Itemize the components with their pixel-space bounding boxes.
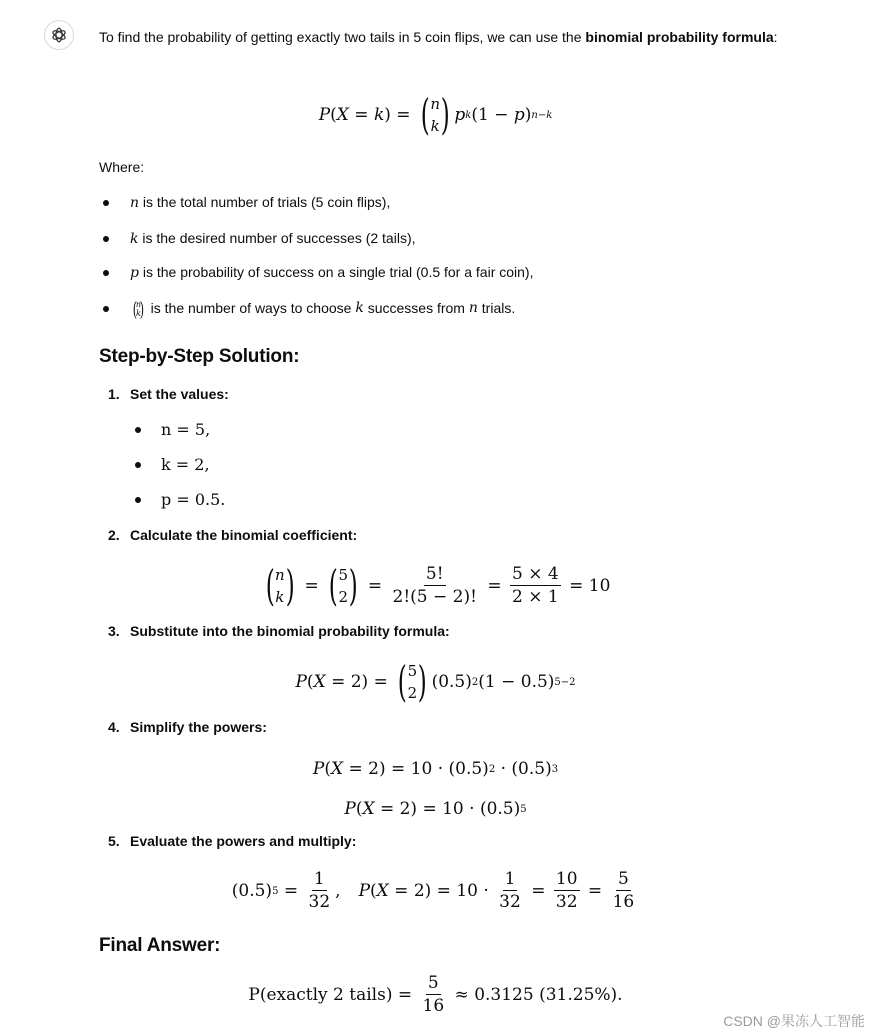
var-n: n: [130, 195, 140, 211]
definition-text: is the number of ways to choose: [146, 300, 356, 316]
definition-p: [130, 260, 533, 286]
final-answer-heading: Final Answer:: [99, 935, 221, 956]
step-label: Simplify the powers:: [130, 719, 267, 735]
step-number: 3.: [108, 623, 120, 639]
binomial-coefficient-equation: ( n k ) = ( 5 2 ) = $\frac{5!}{2!(5 - 2)!}$ = $\frac{5 \times 4}{2 \times 1}$ = 10: [265, 561, 611, 610]
bullet-dot: [103, 306, 109, 312]
step-number: 5.: [108, 833, 120, 849]
simplify-equation-2: P ( X = 2) = 10 · (0.5) 5: [344, 799, 527, 819]
intro-paragraph: [99, 24, 819, 51]
solution-heading: Step-by-Step Solution:: [99, 346, 300, 367]
value-p: p = 0.5.: [161, 490, 226, 509]
simplify-equation-1: P ( X = 2) = 10 · (0.5) 2 · (0.5) 3: [312, 759, 559, 779]
binomial-formula: P ( X = k ) = ( n k ) p k (1 − p ) n−k: [318, 90, 553, 139]
evaluate-equation: (0.5) 5 = $\frac{1}{32}$ , P ( X = 2) = 10 · $\frac{1}{32}$ = $\frac{10}{32}$ = $\frac{5}{16}$: [231, 869, 635, 912]
definition-text: is the probability of success on a single trial (0.5 for a fair coin),: [138, 264, 534, 280]
bullet-dot: [135, 427, 141, 433]
where-label: Where:: [99, 159, 145, 175]
var-k: k: [130, 231, 139, 247]
assistant-avatar: [44, 20, 74, 50]
watermark: CSDN @果冻人工智能: [723, 1013, 865, 1029]
var-p: p: [130, 265, 139, 281]
intro-text: To find the probability of getting exactly two tails in 5 coin flips, we can use the: [99, 29, 586, 45]
bullet-dot: [103, 270, 109, 276]
definition-text: successes from: [363, 300, 469, 316]
value-n: n = 5,: [161, 420, 211, 439]
definition-text: is the total number of trials (5 coin flips),: [139, 194, 391, 210]
step-number: 4.: [108, 719, 120, 735]
definition-n: [130, 190, 390, 216]
substitution-equation: P ( X = 2) = ( 5 2 ) (0.5) 2 (1 − 0.5) 5−2: [295, 657, 576, 706]
step-label: Evaluate the powers and multiply:: [130, 833, 357, 849]
bullet-dot: [103, 236, 109, 242]
step-label: Substitute into the binomial probability formula:: [130, 623, 450, 639]
bullet-dot: [135, 497, 141, 503]
bullet-dot: [135, 462, 141, 468]
intro-text-end: :: [773, 29, 778, 45]
final-answer-rhs: ≈ 0.3125 (31.25%).: [449, 985, 623, 1005]
value-k: k = 2,: [161, 455, 210, 474]
bullet-dot: [103, 200, 109, 206]
definition-text: trials.: [477, 300, 516, 316]
final-answer-numerator: 5: [427, 973, 439, 993]
binom-small: ( n k ): [132, 296, 145, 321]
definition-binom: [130, 296, 515, 321]
var-k: k: [355, 300, 364, 316]
step-label: Calculate the binomial coefficient:: [130, 527, 358, 543]
intro-bold: binomial probability formula: [585, 29, 774, 45]
final-answer-lhs: P(exactly 2 tails) =: [248, 985, 418, 1005]
step-number: 2.: [108, 527, 120, 543]
openai-logo-icon: [50, 26, 68, 44]
step-label: Set the values:: [130, 386, 229, 402]
step-number: 1.: [108, 386, 120, 402]
definition-k: [130, 226, 416, 252]
var-n: n: [468, 300, 478, 316]
final-answer-denominator: 16: [422, 996, 445, 1016]
definition-text: is the desired number of successes (2 tails),: [138, 230, 416, 246]
